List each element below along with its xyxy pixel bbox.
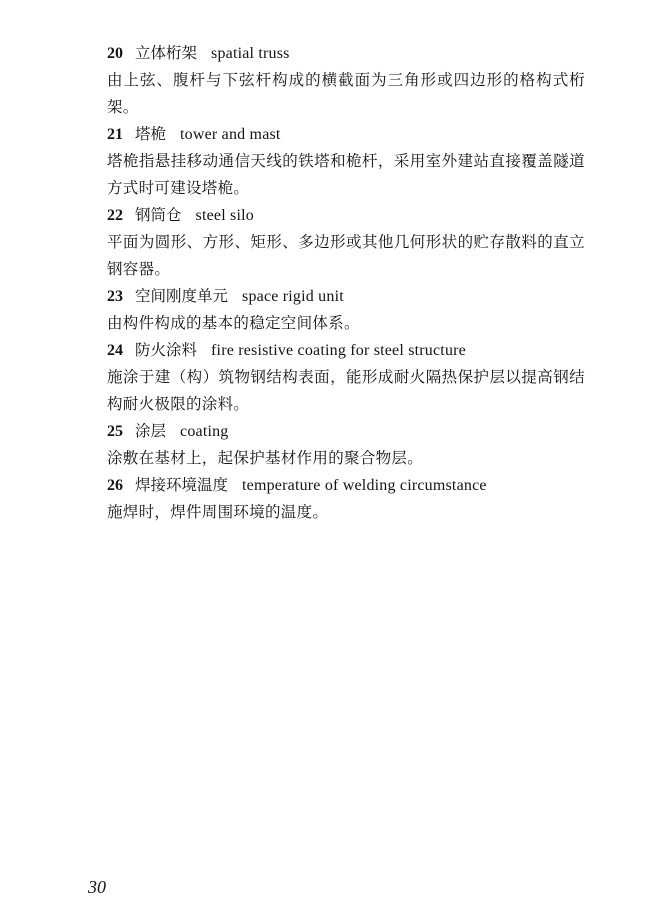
term-english-name: fire resistive coating for steel structure bbox=[211, 342, 466, 359]
term-english-name: coating bbox=[180, 423, 229, 440]
page-number: 30 bbox=[88, 877, 106, 897]
term-definition: 由构件构成的基本的稳定空间体系。 bbox=[107, 314, 360, 332]
term-heading bbox=[107, 418, 585, 445]
term-number: 25 bbox=[107, 423, 123, 440]
term-english-name: space rigid unit bbox=[242, 288, 344, 305]
term-number: 24 bbox=[107, 342, 123, 359]
term-chinese-name: 涂层 bbox=[135, 422, 167, 440]
term-number: 23 bbox=[107, 288, 123, 305]
term-english-name: steel silo bbox=[195, 207, 254, 224]
term-definition: 由上弦、腹杆与下弦杆构成的横截面为三角形或四边形的格构式桁架。 bbox=[107, 71, 585, 116]
term-chinese-name: 空间刚度单元 bbox=[135, 287, 229, 305]
term-entry-21 bbox=[107, 121, 585, 202]
terms-list bbox=[107, 40, 585, 526]
term-heading bbox=[107, 40, 585, 67]
term-chinese-name: 防火涂料 bbox=[135, 341, 198, 359]
term-number: 22 bbox=[107, 207, 123, 224]
term-entry-20 bbox=[107, 40, 585, 121]
term-english-name: spatial truss bbox=[211, 45, 290, 62]
term-number: 20 bbox=[107, 45, 123, 62]
term-chinese-name: 立体桁架 bbox=[135, 44, 198, 62]
term-entry-23 bbox=[107, 283, 585, 337]
term-definition: 塔桅指悬挂移动通信天线的铁塔和桅杆，采用室外建站直接覆盖隧道方式时可建设塔桅。 bbox=[107, 152, 585, 197]
term-chinese-name: 钢筒仓 bbox=[135, 206, 182, 224]
term-entry-25 bbox=[107, 418, 585, 472]
term-chinese-name: 焊接环境温度 bbox=[135, 476, 229, 494]
term-heading bbox=[107, 283, 585, 310]
term-definition: 施涂于建（构）筑物钢结构表面，能形成耐火隔热保护层以提高钢结构耐火极限的涂料。 bbox=[107, 368, 585, 413]
term-heading bbox=[107, 472, 585, 499]
term-entry-24 bbox=[107, 337, 585, 418]
term-number: 26 bbox=[107, 477, 123, 494]
term-definition: 涂敷在基材上，起保护基材作用的聚合物层。 bbox=[107, 449, 424, 467]
term-english-name: tower and mast bbox=[180, 126, 281, 143]
term-chinese-name: 塔桅 bbox=[135, 125, 167, 143]
term-definition: 施焊时，焊件周围环境的温度。 bbox=[107, 503, 329, 521]
term-number: 21 bbox=[107, 126, 123, 143]
term-heading bbox=[107, 337, 585, 364]
term-entry-26 bbox=[107, 472, 585, 526]
term-heading bbox=[107, 202, 585, 229]
term-english-name: temperature of welding circumstance bbox=[242, 477, 487, 494]
term-definition: 平面为圆形、方形、矩形、多边形或其他几何形状的贮存散料的直立钢容器。 bbox=[107, 233, 585, 278]
term-entry-22 bbox=[107, 202, 585, 283]
term-heading bbox=[107, 121, 585, 148]
